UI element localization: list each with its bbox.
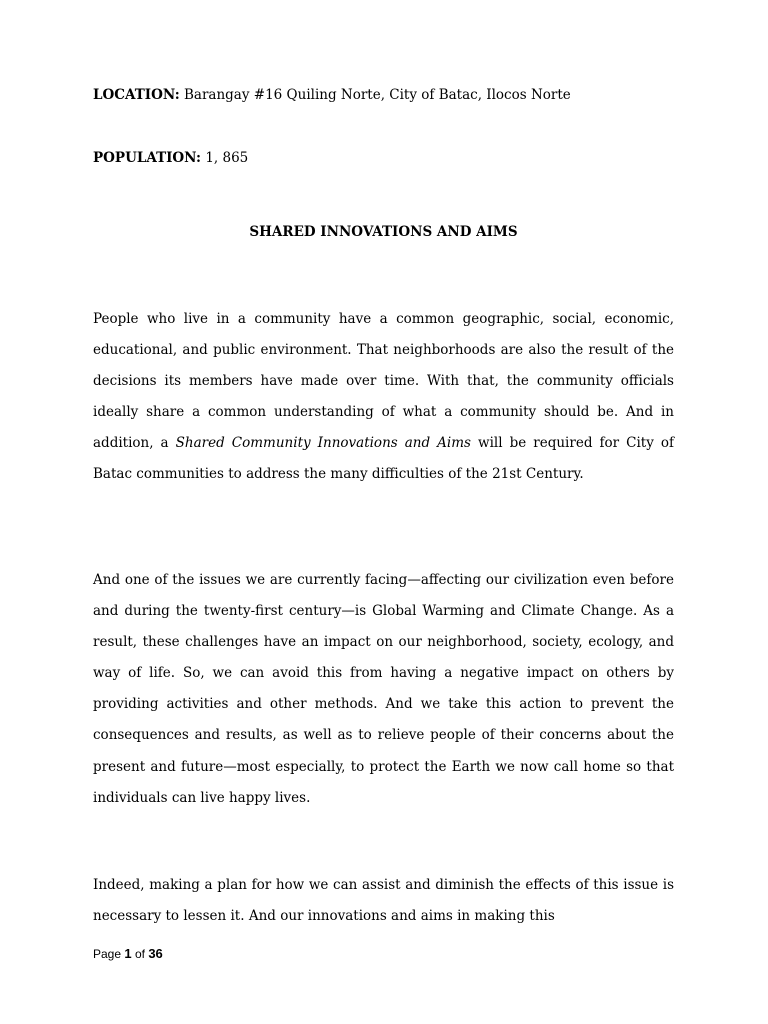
paragraph-1-italic: Shared Community Innovations and Aims [175,435,471,452]
document-page [93,0,674,1024]
location-line [93,85,571,105]
paragraph-1 [93,304,674,491]
footer-of-word: of [134,947,145,961]
footer-current-page: 1 [124,946,132,961]
paragraph-2: And one of the issues we are currently facing—affecting our civilization even before and during the twenty-first century—is Global Warming and Climate Change. As a result, these challenges have an impact on our neighborhood, society, ecology, and way of life. So, we can avoid this from having a negative impact on others by providing activities and other methods. And we take this action to prevent the consequences and results, as well as to relieve people of their concerns about the present and future—most especially, to protect the Earth we now call home so that individuals can live happy lives. [93,572,674,806]
section-title: SHARED INNOVATIONS AND AIMS [249,224,518,240]
population-label: POPULATION: [93,150,202,166]
footer-total-pages: 36 [148,946,163,961]
page-footer [93,945,163,963]
location-label: LOCATION: [93,87,180,103]
location-value: Barangay #16 Quiling Norte, City of Batac, Ilocos Norte [184,87,571,103]
paragraph-1-text-a: People who live in a community have a common geographic, social, economic, educational, and public environment. That neighborhoods are also the result of the decisions its members have made over time. With that, the community officials ideally share a common understanding of what a community should be. And in addition, a [93,311,674,452]
footer-page-word: Page [93,947,122,961]
population-value: 1, 865 [205,150,249,166]
paragraph-3: Indeed, making a plan for how we can assist and diminish the effects of this issue is necessary to lessen it. And our innovations and aims in making this [93,877,674,925]
population-line [93,148,248,168]
paragraph-1-text-b: will be required for City of Batac communities to address the many difficulties of the 21st Century. [93,435,675,483]
